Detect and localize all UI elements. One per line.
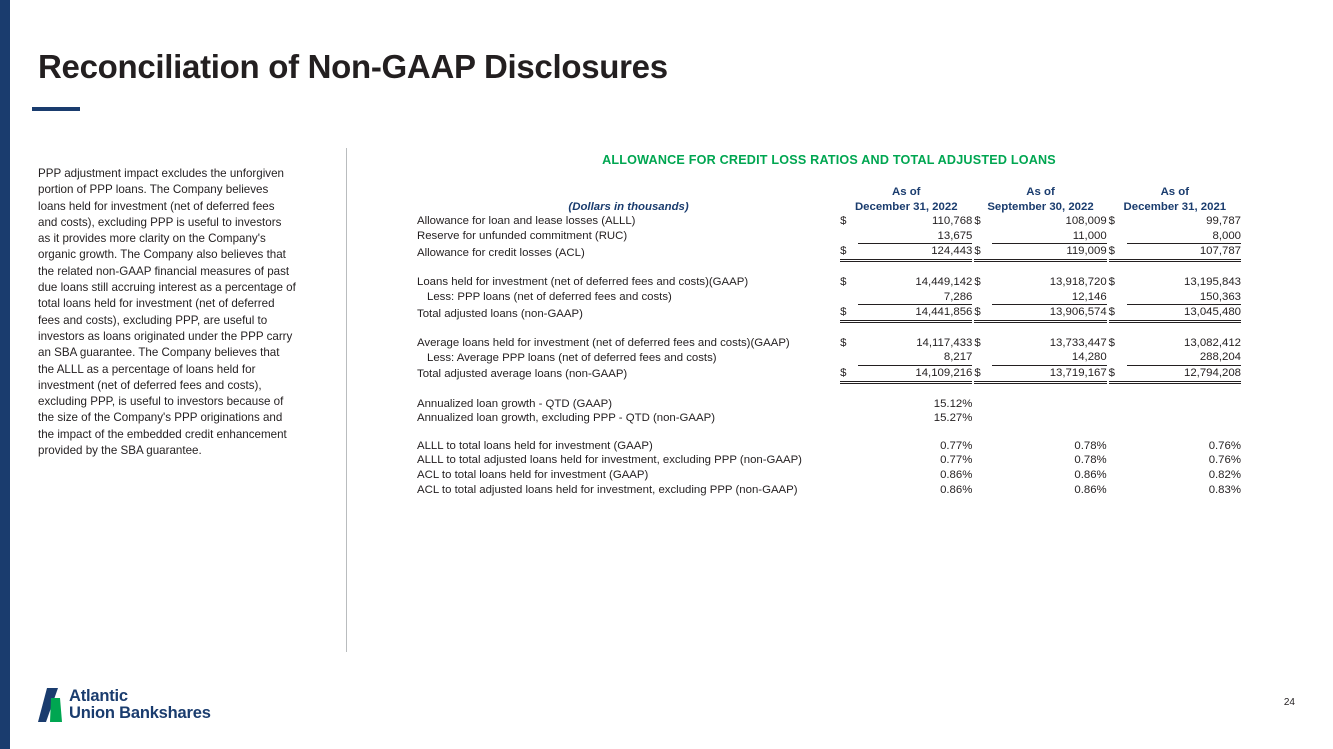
- row-currency: [840, 350, 858, 365]
- row-currency: $: [840, 275, 847, 288]
- row-value: 108,009: [1065, 215, 1107, 228]
- logo-line-1: Atlantic: [69, 687, 128, 705]
- row-currency: $: [840, 336, 847, 349]
- row-label: Annualized loan growth - QTD (GAAP): [417, 397, 612, 410]
- row-currency: [840, 411, 858, 426]
- col1-asof-label: As of: [891, 186, 921, 198]
- row-value: 8,217: [858, 350, 972, 365]
- row-currency: [974, 229, 992, 244]
- row-value: 107,787: [1127, 244, 1241, 261]
- row-currency: [1109, 397, 1127, 412]
- row-currency: $: [1109, 305, 1127, 322]
- left-edge-accent-bar: [0, 0, 10, 749]
- row-currency: [1109, 453, 1127, 468]
- row-value: 99,787: [1206, 215, 1241, 228]
- col3-date-label: December 31, 2021: [1123, 200, 1227, 213]
- row-value: 14,117,433: [916, 336, 973, 349]
- table-row: [417, 305, 1241, 322]
- row-value: 13,733,447: [1049, 336, 1107, 349]
- row-currency: $: [974, 305, 992, 322]
- row-currency: [1109, 439, 1127, 454]
- col1-date-label: December 31, 2022: [854, 200, 958, 213]
- table-row: [417, 290, 1241, 305]
- row-currency: $: [974, 244, 992, 261]
- company-logo: [38, 688, 211, 722]
- row-currency: [1109, 350, 1127, 365]
- page-number: 24: [1283, 697, 1295, 708]
- row-label: ACL to total loans held for investment (GAAP): [417, 468, 649, 481]
- units-note: (Dollars in thousands): [568, 200, 689, 213]
- row-value: 0.86%: [940, 483, 973, 496]
- row-currency: [974, 483, 992, 498]
- row-value: 8,000: [1127, 229, 1241, 244]
- row-currency: [1109, 411, 1127, 426]
- row-value: 14,449,142: [915, 275, 973, 288]
- table-row: [417, 397, 1241, 412]
- logo-line-2: Union Bankshares: [69, 704, 211, 722]
- row-value: 14,441,856: [858, 305, 972, 322]
- row-label: Total adjusted loans (non-GAAP): [417, 307, 583, 320]
- table-row: [417, 229, 1241, 244]
- row-currency: [974, 397, 992, 412]
- row-label: ALLL to total adjusted loans held for investment, excluding PPP (non-GAAP): [417, 454, 802, 467]
- row-currency: [974, 453, 992, 468]
- row-value: 15.12%: [933, 397, 973, 410]
- row-currency: [840, 483, 858, 498]
- row-value: 0.86%: [1074, 468, 1107, 481]
- row-currency: $: [1108, 336, 1115, 349]
- row-currency: $: [840, 215, 847, 228]
- row-value: 13,045,480: [1127, 305, 1241, 322]
- table-row: [417, 411, 1241, 426]
- row-currency: [840, 439, 858, 454]
- row-currency: [974, 350, 992, 365]
- row-value: [992, 397, 1106, 412]
- row-currency: $: [974, 215, 981, 228]
- row-currency: $: [1108, 275, 1115, 288]
- table-row: [417, 365, 1241, 382]
- row-value: 0.77%: [940, 439, 973, 452]
- row-value: 13,918,720: [1049, 275, 1107, 288]
- row-value: 0.78%: [1074, 454, 1107, 467]
- row-currency: [974, 468, 992, 483]
- row-value: 0.76%: [1208, 454, 1241, 467]
- row-currency: $: [840, 365, 858, 382]
- row-value: 0.76%: [1208, 439, 1241, 452]
- col2-date-label: September 30, 2022: [987, 200, 1094, 213]
- row-value: 14,109,216: [858, 365, 972, 382]
- row-currency: $: [974, 336, 981, 349]
- row-currency: $: [840, 305, 858, 322]
- table-row: [417, 244, 1241, 261]
- table-row: [417, 350, 1241, 365]
- row-value: 13,906,574: [992, 305, 1106, 322]
- page-title: Reconciliation of Non-GAAP Disclosures: [38, 48, 668, 85]
- table-row: [417, 483, 1241, 498]
- row-label: ALLL to total loans held for investment (GAAP): [417, 439, 653, 452]
- row-label: Annualized loan growth, excluding PPP - QTD (non-GAAP): [417, 412, 715, 425]
- table-row: [417, 468, 1241, 483]
- row-value: 13,195,843: [1183, 275, 1241, 288]
- row-currency: [974, 290, 992, 305]
- row-label: Allowance for credit losses (ACL): [417, 246, 585, 259]
- table-spacer-row: [417, 260, 1241, 275]
- row-currency: $: [974, 275, 981, 288]
- row-label: Less: Average PPP loans (net of deferred fees and costs): [427, 351, 717, 364]
- logo-mark-icon: [38, 688, 62, 722]
- table-row: [417, 336, 1241, 351]
- table-spacer-row: [417, 321, 1241, 336]
- row-currency: [1109, 468, 1127, 483]
- row-label: Less: PPP loans (net of deferred fees and costs): [427, 291, 672, 304]
- row-value: 0.86%: [940, 468, 973, 481]
- table-row: [417, 214, 1241, 229]
- financial-table: [417, 185, 1241, 497]
- sidebar-note-text: PPP adjustment impact excludes the unforgiven portion of PPP loans. The Company believes loans held for investment (net of deferred fees and costs), excluding PPP is useful to investors as it provides more clarity on the Company's organic growth. The Company also believes that the related non-GAAP financial measures of past due loans still accruing interest as a percentage of total loans held for investment (net of deferred fees and costs), excluding PPP, are useful to investors as loans originated under the PPP carry an SBA guarantee. The Company believes that the ALLL as a percentage of loans held for investment (net of deferred fees and costs), excluding PPP, is useful to investors because of the size of the Company's PPP originations and the impact of the embedded credit enhancement provided by the SBA guarantee.: [38, 167, 296, 458]
- row-currency: $: [840, 244, 858, 261]
- row-value: 288,204: [1127, 350, 1241, 365]
- table-spacer-row: [417, 426, 1241, 439]
- row-currency: [1109, 483, 1127, 498]
- row-value: 0.83%: [1208, 483, 1241, 496]
- row-value: 0.82%: [1208, 468, 1241, 481]
- row-value: 13,719,167: [992, 365, 1106, 382]
- table-row: [417, 275, 1241, 290]
- row-label: Loans held for investment (net of deferred fees and costs)(GAAP): [417, 275, 749, 288]
- title-underline-rule: [32, 107, 80, 111]
- row-currency: $: [974, 365, 992, 382]
- row-value: 12,794,208: [1127, 365, 1241, 382]
- row-value: 0.86%: [1074, 483, 1107, 496]
- row-currency: [840, 229, 858, 244]
- row-value: 12,146: [992, 290, 1106, 305]
- row-currency: [840, 468, 858, 483]
- row-value: 11,000: [992, 229, 1106, 244]
- logo-wordmark: [69, 688, 211, 722]
- row-currency: [840, 397, 858, 412]
- row-value: 150,363: [1127, 290, 1241, 305]
- row-value: [1127, 411, 1241, 426]
- row-value: [992, 411, 1106, 426]
- table-header-date-row: [417, 200, 1241, 215]
- table-row: [417, 453, 1241, 468]
- row-currency: $: [1108, 215, 1115, 228]
- row-label: Average loans held for investment (net of deferred fees and costs)(GAAP): [417, 336, 790, 349]
- row-currency: $: [1109, 244, 1127, 261]
- row-value: 7,286: [858, 290, 972, 305]
- col3-asof-label: As of: [1160, 186, 1190, 198]
- row-currency: [840, 290, 858, 305]
- row-currency: [840, 453, 858, 468]
- row-value: [1127, 397, 1241, 412]
- row-label: Total adjusted average loans (non-GAAP): [417, 368, 628, 381]
- row-value: 119,009: [992, 244, 1106, 261]
- row-value: 124,443: [858, 244, 972, 261]
- row-currency: [1109, 290, 1127, 305]
- row-value: 14,280: [992, 350, 1106, 365]
- row-currency: [1109, 229, 1127, 244]
- row-currency: $: [1109, 365, 1127, 382]
- row-currency: [974, 411, 992, 426]
- vertical-divider: [346, 148, 347, 652]
- row-value: 0.78%: [1074, 439, 1107, 452]
- table-row: [417, 439, 1241, 454]
- row-label: Reserve for unfunded commitment (RUC): [417, 230, 628, 243]
- row-value: 15.27%: [933, 412, 973, 425]
- row-value: 0.77%: [940, 454, 973, 467]
- row-value: 110,768: [932, 215, 973, 228]
- row-value: 13,675: [858, 229, 972, 244]
- row-currency: [974, 439, 992, 454]
- table-header-asof-row: [417, 185, 1241, 200]
- col2-asof-label: As of: [1026, 186, 1055, 198]
- table-heading: ALLOWANCE FOR CREDIT LOSS RATIOS AND TOTAL ADJUSTED LOANS: [602, 153, 1056, 167]
- row-label: ACL to total adjusted loans held for investment, excluding PPP (non-GAAP): [417, 483, 798, 496]
- row-label: Allowance for loan and lease losses (ALLL): [417, 215, 636, 228]
- row-value: 13,082,412: [1183, 336, 1241, 349]
- table-spacer-row: [417, 382, 1241, 397]
